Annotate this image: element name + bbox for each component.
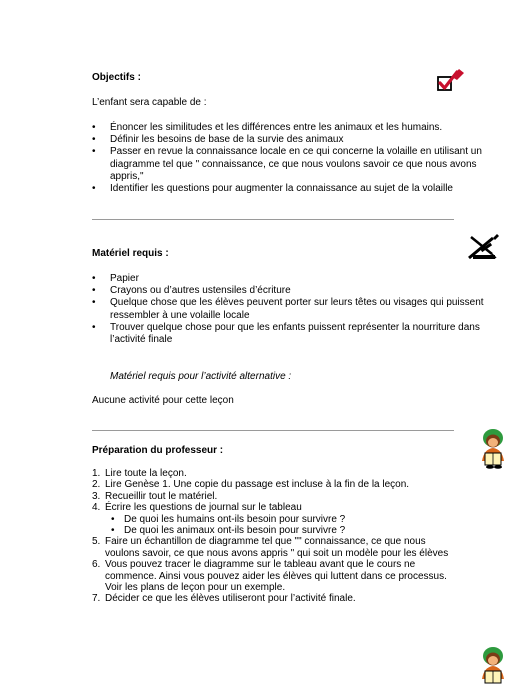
objectifs-list	[92, 122, 512, 195]
objectifs-heading: Objectifs :	[92, 72, 141, 83]
alt-activity-heading: Matériel requis pour l’activité alternative :	[110, 371, 292, 382]
list-item: • Passer en revue la connaissance locale en ce qui concerne la volaille en utilisant un diagramme tel que " connaissance, ce que nous voulons savoir ce que nous avons appris,"	[92, 146, 482, 182]
alt-activity-text: Aucune activité pour cette leçon	[92, 395, 234, 406]
list-item: 5. Faire un échantillon de diagramme tel que "" connaissance, ce que nous voulons savoir, ce que nous avons appris " qui soit un modèle pour les élèves	[92, 536, 449, 559]
teacher-reading-icon	[477, 427, 509, 469]
checkbox-check-icon	[435, 68, 467, 94]
list-item: 6. Vous pouvez tracer le diagramme sur le tableau avant que le cours ne commence. Ainsi vous pouvez aider les élèves qui luttent dans ce processus. Voir les plans de leçon pour un exemple.	[92, 559, 447, 594]
list-item: 1. Lire toute la leçon.	[92, 468, 187, 479]
list-item: • Quelque chose que les élèves peuvent porter sur leurs têtes ou visages qui puissent ressembler à une volaille locale	[92, 297, 484, 321]
materiel-heading: Matériel requis :	[92, 248, 169, 259]
list-item: 3. Recueillir tout le matériel.	[92, 490, 218, 502]
materiel-list	[92, 273, 512, 346]
list-item: • Papier	[92, 273, 139, 284]
writing-tools-icon	[466, 232, 502, 262]
list-item: • Identifier les questions pour augmenter la connaissance au sujet de la volaille	[92, 183, 453, 195]
journal-questions	[105, 514, 452, 537]
list-item: 2. Lire Genèse 1. Une copie du passage est incluse à la fin de la leçon.	[92, 479, 410, 491]
section-divider	[92, 219, 454, 220]
preparation-steps	[92, 468, 452, 605]
list-item: 7. Décider ce que les élèves utiliseront pour l’activité finale.	[92, 593, 356, 605]
preparation-heading: Préparation du professeur :	[92, 445, 224, 456]
list-item: 4. Écrire les questions de journal sur le tableau • De quoi les humains ont-ils besoin pour survivre ? • De quoi les animaux ont-ils besoin pour survivre ?	[92, 502, 452, 536]
list-item: • Définir les besoins de base de la survie des animaux	[92, 134, 344, 146]
list-item: • Crayons ou d’autres ustensiles d’écriture	[92, 285, 291, 297]
teacher-reading-icon	[477, 645, 509, 687]
list-item: • Énoncer les similitudes et les différences entre les animaux et les humains.	[92, 122, 443, 133]
section-divider	[92, 430, 454, 431]
list-item: • De quoi les humains ont-ils besoin pour survivre ?	[111, 513, 346, 525]
list-item: • Trouver quelque chose pour que les enfants puissent représenter la nourriture dans l’activité finale	[92, 321, 480, 346]
list-item: • De quoi les animaux ont-ils besoin pour survivre ?	[111, 525, 346, 537]
objectifs-intro: L’enfant sera capable de :	[92, 97, 207, 108]
